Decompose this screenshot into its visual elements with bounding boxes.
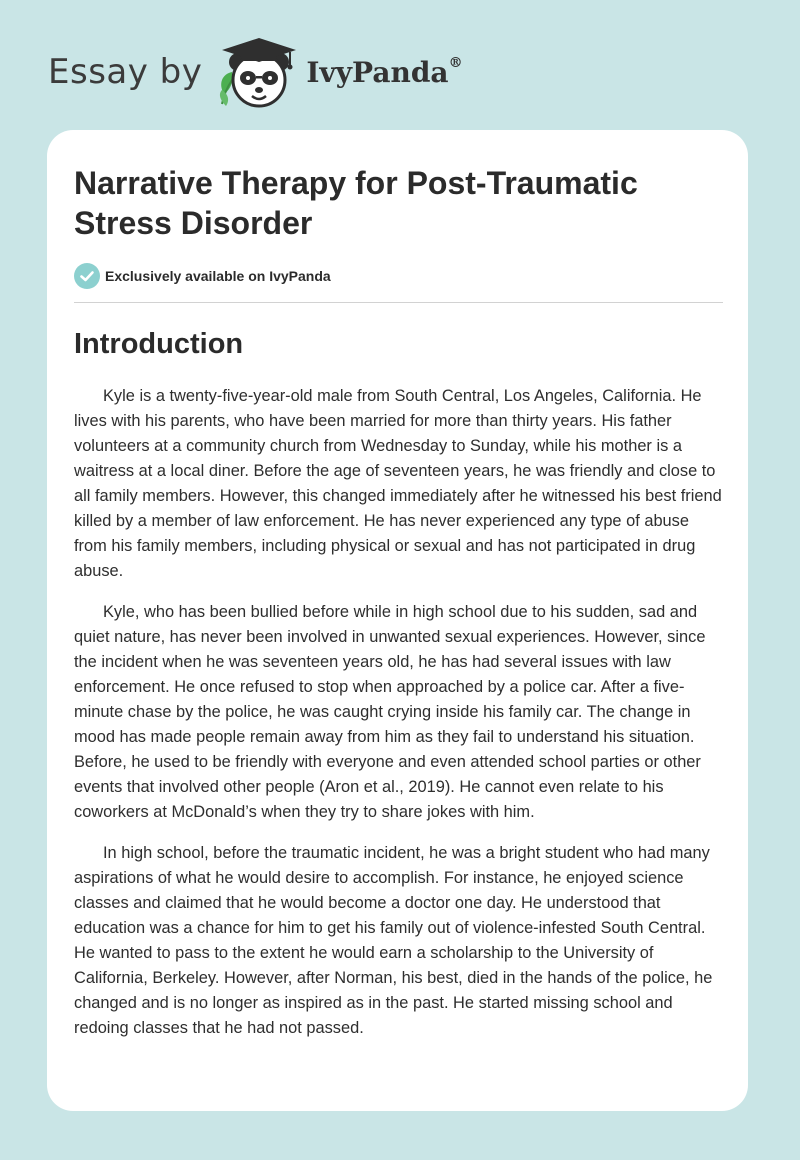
divider	[74, 302, 723, 303]
brand-name-text: IvyPanda	[306, 55, 449, 89]
paragraph-3: In high school, before the traumatic incident, he was a bright student who had many aspirations of what he would desire to accomplish. For instance, he enjoyed science classes and claimed that he would become a doctor one day. He understood that education was a chance for him to get his family out of violence-infested South Central. He wanted to pass to the extent he would earn a scholarship to the University of California, Berkeley. However, after Norman, his best, died in the hands of the police, he changed and is no longer as inspired as in the past. He started missing school and redoing classes that he had not passed.	[74, 844, 713, 1037]
brand-header[interactable]	[48, 34, 463, 110]
section-heading: Introduction	[74, 328, 244, 360]
essay-body	[74, 384, 723, 1057]
paragraph-2: Kyle, who has been bullied before while in high school due to his sudden, sad and quiet nature, has never been involved in unwanted sexual experiences. However, since the incident when he was seventeen years old, he has had several issues with law enforcement. He once refused to stop when approached by a police car. After a five-minute chase by the police, he was caught crying inside his family car. The change in mood has made people remain away from him as they fail to understand his situation. Before, he used to be friendly with everyone and even attended school parties or other events that involved other people (Aron et al., 2019). He cannot even relate to his coworkers at McDonald’s when they try to share jokes with him.	[74, 603, 706, 821]
badge-label: Exclusively available on IvyPanda	[105, 268, 331, 284]
essay-card	[47, 130, 748, 1111]
panda-logo-icon	[216, 34, 302, 110]
registered-mark: ®	[448, 55, 463, 72]
paragraph-1: Kyle is a twenty-five-year-old male from South Central, Los Angeles, California. He lives with his parents, who have been married for more than thirty years. His father volunteers at a community church from Wednesday to Sunday, while his mother is a waitress at a local diner. Before the age of seventeen years, he was friendly and close to all family members. However, this changed immediately after he witnessed his best friend killed by a member of law enforcement. He has never experienced any type of abuse from his family members, including physical or sexual and has not participated in drug abuse.	[74, 387, 722, 580]
exclusive-badge	[74, 263, 331, 289]
essay-title: Narrative Therapy for Post-Traumatic Stress Disorder	[74, 165, 638, 241]
essay-by-label: Essay by	[48, 52, 203, 92]
checkmark-circle-icon	[74, 263, 100, 289]
brand-name	[306, 56, 462, 89]
